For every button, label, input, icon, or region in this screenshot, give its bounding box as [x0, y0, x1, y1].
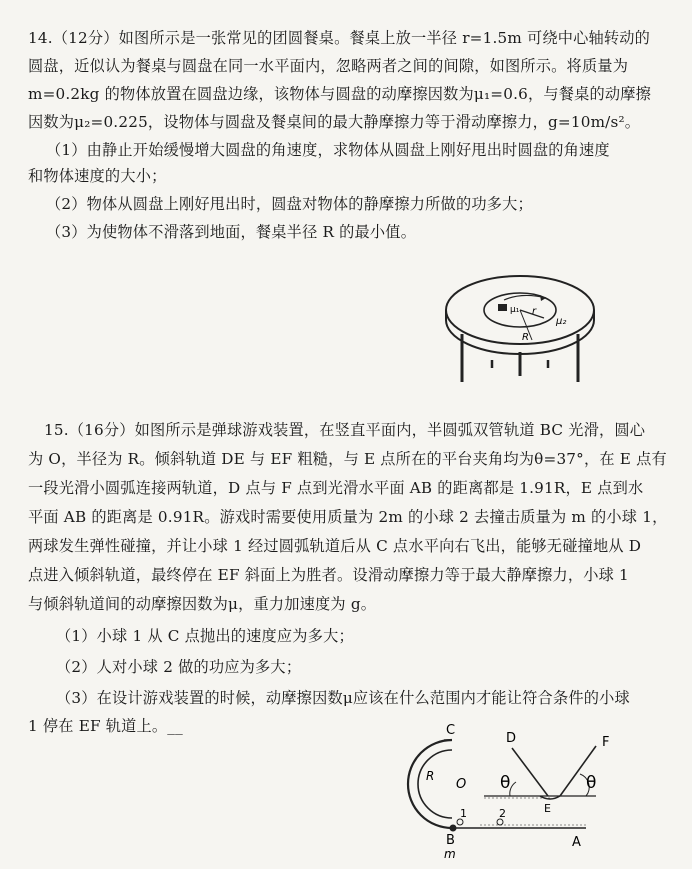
- q14-label-R: R: [522, 332, 529, 343]
- q15-label-F: F: [602, 735, 610, 750]
- q15-line-5: 两球发生弹性碰撞，并让小球 1 经过圆弧轨道后从 C 点水平向右飞出，能够无碰撞地从 D: [28, 537, 642, 555]
- q15-label-O: O: [456, 777, 467, 792]
- q14-line-5: （1）由静止开始缓慢增大圆盘的角速度，求物体从圆盘上刚好甩出时圆盘的角速度: [46, 141, 610, 159]
- q15-label-D: D: [506, 731, 517, 746]
- q15-line-2: 为 O，半径为 R。倾斜轨道 DE 与 EF 粗糙，与 E 点所在的平台夹角均为θ=37°，在 E 点有: [28, 450, 667, 468]
- q15-line-1: 15.（16分）如图所示是弹球游戏装置，在竖直平面内，半圆弧双管轨道 BC 光滑，圆心: [44, 421, 646, 439]
- q14-label-mu1: μ₁: [510, 305, 520, 315]
- q14-label-r: r: [532, 306, 537, 317]
- q14-line-8: （3）为使物体不滑落到地面，餐桌半径 R 的最小值。: [46, 223, 417, 241]
- q15-label-R: R: [426, 769, 435, 783]
- q14-line-2: 圆盘，近似认为餐桌与圆盘在同一水平面内，忽略两者之间的间隙，如图所示。将质量为: [28, 57, 629, 75]
- q15-label-E: E: [544, 802, 551, 815]
- q14-label-mu2: μ₂: [556, 316, 567, 327]
- q15-label-theta-left: θ: [500, 773, 511, 793]
- q15-line-4: 平面 AB 的距离是 0.91R。游戏时需要使用质量为 2m 的小球 2 去撞击质量为 m 的小球 1，: [28, 508, 668, 526]
- q15-label-A: A: [572, 835, 581, 850]
- q15-label-m: m: [444, 847, 456, 861]
- q15-label-2: 2: [499, 807, 506, 820]
- q15-label-1: 1: [460, 807, 467, 820]
- q15-line-3: 一段光滑小圆弧连接两轨道，D 点与 F 点到光滑水平面 AB 的距离都是 1.91R，E 点到水: [28, 479, 644, 497]
- q14-line-7: （2）物体从圆盘上刚好甩出时，圆盘对物体的静摩擦力所做的功多大；: [46, 195, 533, 213]
- q15-line-11: 1 停在 EF 轨道上。__: [28, 717, 183, 735]
- q15-line-8: （1）小球 1 从 C 点抛出的速度应为多大；: [56, 627, 354, 645]
- q15-line-10: （3）在设计游戏装置的时候，动摩擦因数μ应该在什么范围内才能让符合条件的小球: [56, 689, 630, 707]
- q15-pinball-figure: [400, 722, 632, 862]
- q14-line-4: 因数为μ₂=0.225，设物体与圆盘及餐桌间的最大静摩擦力等于滑动摩擦力，g=10m/s²。: [28, 113, 641, 131]
- q15-line-6: 点进入倾斜轨道，最终停在 EF 斜面上为胜者。设滑动摩擦力等于最大静摩擦力，小球 1: [28, 566, 629, 584]
- q15-label-B: B: [446, 833, 455, 848]
- q14-table-figure: [440, 268, 600, 388]
- q14-line-6: 和物体速度的大小；: [28, 167, 167, 185]
- q15-label-C: C: [446, 723, 456, 738]
- q15-line-9: （2）人对小球 2 做的功应为多大；: [56, 658, 302, 676]
- q14-line-3: m=0.2kg 的物体放置在圆盘边缘，该物体与圆盘的动摩擦因数为μ₁=0.6，与餐桌的动摩擦: [28, 85, 652, 103]
- q14-line-1: 14.（12分）如图所示是一张常见的团圆餐桌。餐桌上放一半径 r=1.5m 可绕中心轴转动的: [28, 29, 651, 47]
- q15-line-7: 与倾斜轨道间的动摩擦因数为μ，重力加速度为 g。: [28, 595, 377, 613]
- q15-label-theta-right: θ: [586, 773, 597, 793]
